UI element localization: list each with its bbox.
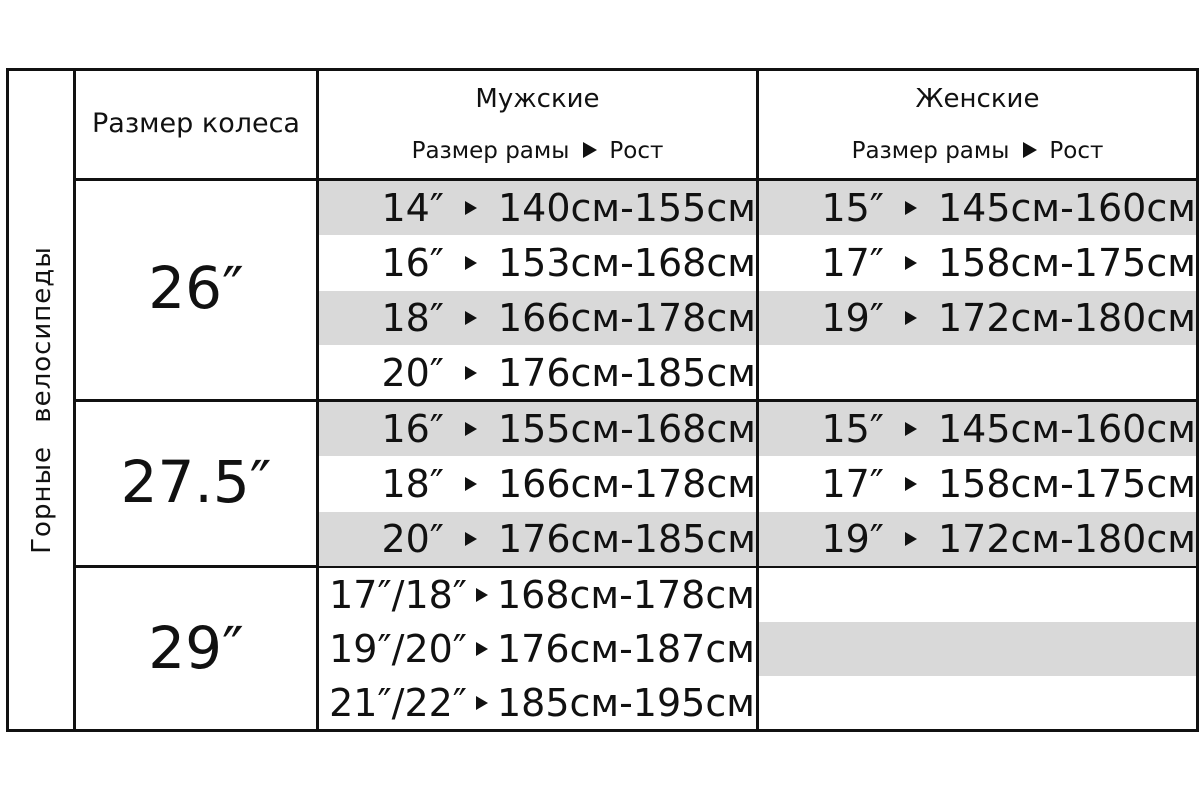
table-row	[759, 512, 1196, 566]
rider-height: 166см-178см	[498, 296, 756, 340]
rider-height: 166см-178см	[498, 462, 756, 506]
table-row	[319, 291, 756, 345]
arrow-right-icon	[444, 422, 498, 436]
rider-height: 145см-160см	[938, 186, 1196, 230]
frame-size: 20″	[381, 517, 444, 561]
table-row	[759, 181, 1196, 235]
rider-height: 158см-175см	[938, 241, 1196, 285]
arrow-right-icon	[444, 366, 498, 380]
arrow-right-icon	[884, 201, 938, 215]
frame-size: 17″/18″	[329, 573, 467, 617]
table-row	[319, 181, 756, 235]
table-row	[759, 457, 1196, 511]
rider-height: 176см-185см	[498, 517, 756, 561]
header-women-frame-label: Размер рамы	[851, 138, 1010, 164]
header-men-frame-label: Размер рамы	[411, 138, 570, 164]
table-row	[319, 676, 755, 730]
header-men-title: Мужские	[475, 84, 600, 114]
arrow-right-icon	[583, 142, 597, 158]
frame-size: 15″	[821, 186, 884, 230]
arrow-right-icon	[884, 256, 938, 270]
rider-height: 168см-178см	[497, 573, 755, 617]
frame-size: 14″	[381, 186, 444, 230]
arrow-right-icon	[884, 477, 938, 491]
header-men-height-label: Рост	[609, 138, 664, 164]
table-row	[319, 457, 756, 511]
arrow-right-icon	[444, 256, 498, 270]
frame-size: 20″	[381, 351, 444, 395]
wheel-size-29: 29″	[148, 614, 244, 682]
frame-size: 17″	[821, 462, 884, 506]
rider-height: 176см-185см	[498, 351, 756, 395]
arrow-right-icon	[444, 477, 498, 491]
table-row	[759, 236, 1196, 290]
table-row	[319, 512, 756, 566]
arrow-right-icon	[1023, 142, 1037, 158]
frame-size: 19″/20″	[329, 627, 467, 671]
header-men-sub	[319, 138, 756, 164]
frame-size: 19″	[821, 296, 884, 340]
arrow-right-icon	[884, 422, 938, 436]
frame-size: 19″	[821, 517, 884, 561]
rider-height: 172см-180см	[938, 517, 1196, 561]
rider-height: 176см-187см	[497, 627, 755, 671]
rider-height: 155см-168см	[498, 407, 756, 451]
table-row	[319, 402, 756, 456]
wheel-size-26: 26″	[148, 254, 244, 322]
frame-size: 21″/22″	[329, 681, 467, 725]
header-wheel-size: Размер колеса	[92, 108, 300, 139]
header-women-title: Женские	[915, 84, 1040, 114]
table-row	[319, 622, 755, 676]
row-band	[759, 622, 1196, 676]
rider-height: 145см-160см	[938, 407, 1196, 451]
table-row	[319, 346, 756, 400]
rider-height: 140см-155см	[498, 186, 756, 230]
arrow-right-icon	[884, 311, 938, 325]
frame-size: 18″	[381, 296, 444, 340]
rider-height: 185см-195см	[497, 681, 755, 725]
header-women-height-label: Рост	[1049, 138, 1104, 164]
rider-height: 158см-175см	[938, 462, 1196, 506]
arrow-right-icon	[444, 311, 498, 325]
arrow-right-icon	[444, 532, 498, 546]
frame-size: 15″	[821, 407, 884, 451]
table-row	[759, 291, 1196, 345]
table-row	[319, 236, 756, 290]
frame-size: 17″	[821, 241, 884, 285]
table-row	[319, 568, 755, 622]
frame-size: 18″	[381, 462, 444, 506]
frame-size: 16″	[381, 241, 444, 285]
arrow-right-icon	[444, 201, 498, 215]
wheel-size-27-5: 27.5″	[120, 448, 272, 516]
rider-height: 153см-168см	[498, 241, 756, 285]
header-women-sub	[759, 138, 1196, 164]
rider-height: 172см-180см	[938, 296, 1196, 340]
arrow-right-icon	[467, 588, 497, 602]
table-row	[759, 402, 1196, 456]
arrow-right-icon	[467, 696, 497, 710]
arrow-right-icon	[467, 642, 497, 656]
arrow-right-icon	[884, 532, 938, 546]
side-label: Горные велосипеды	[27, 246, 57, 554]
frame-size: 16″	[381, 407, 444, 451]
